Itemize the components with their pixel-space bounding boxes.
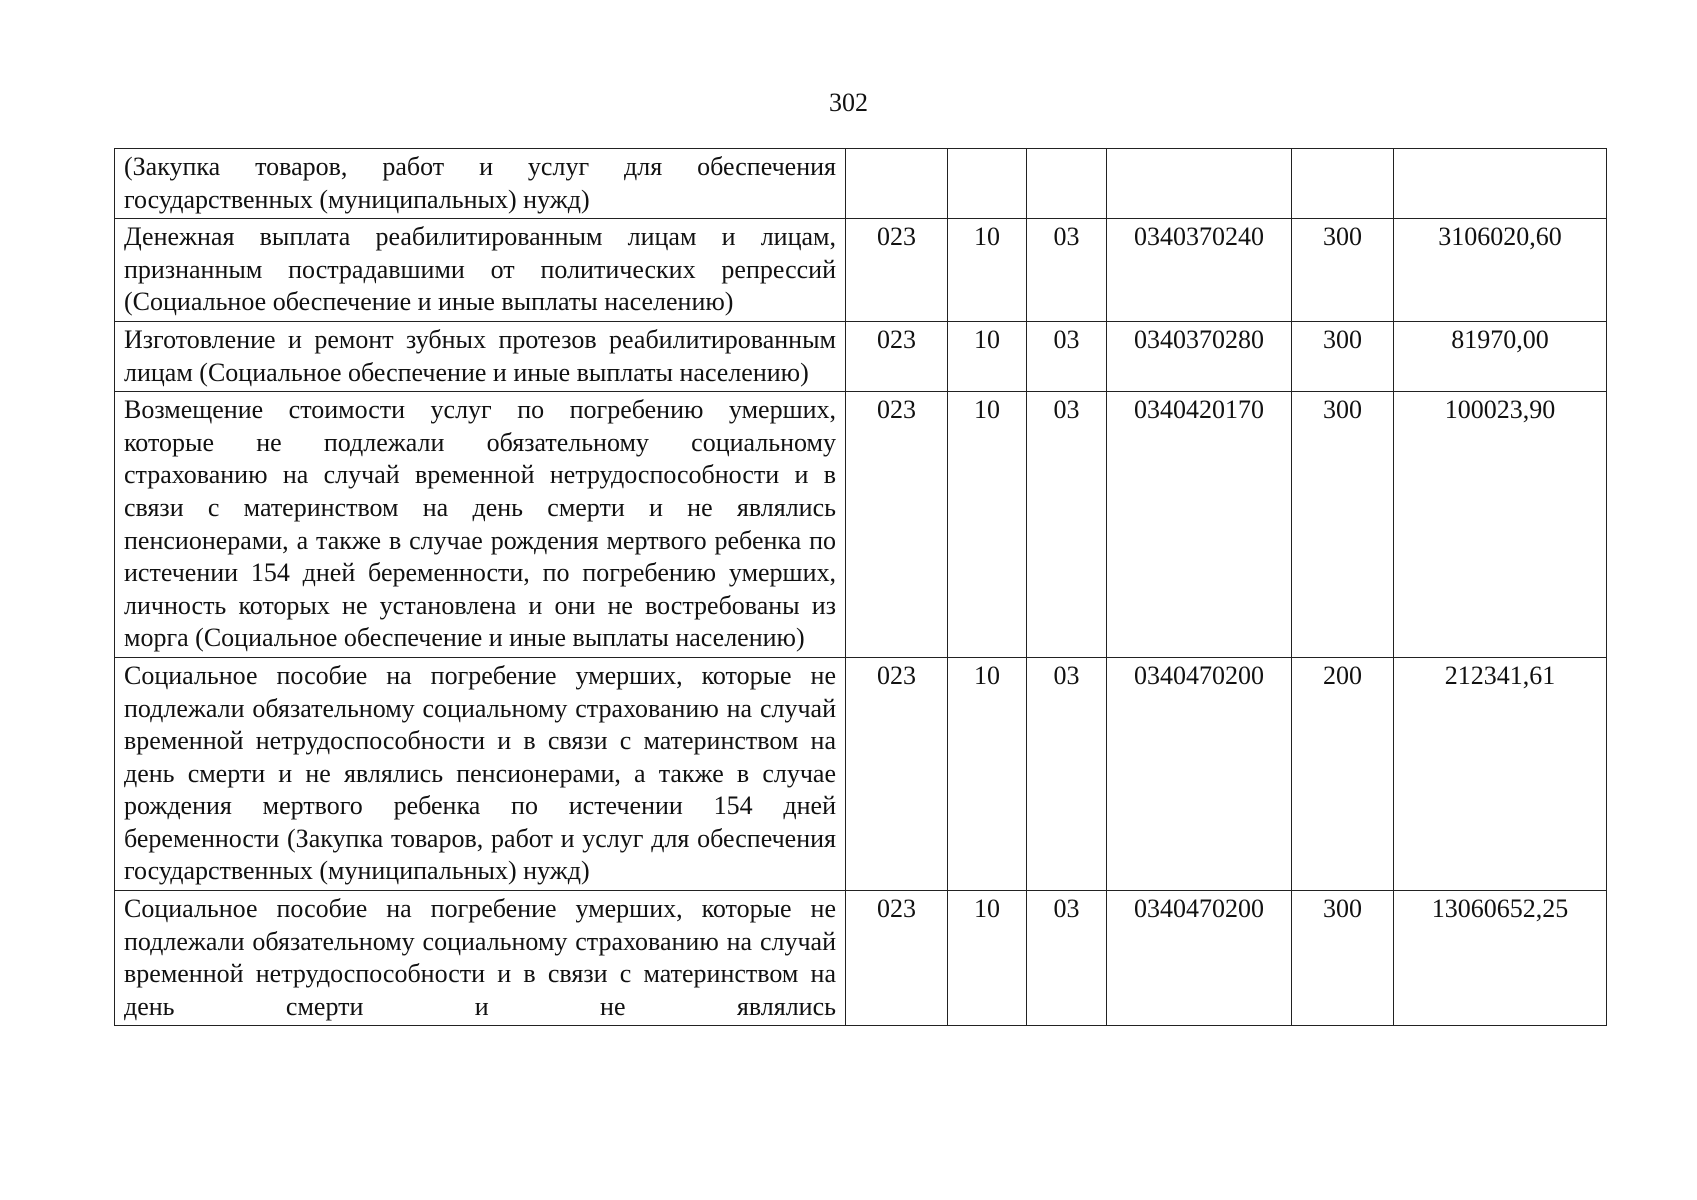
table-row (115, 392, 1607, 658)
budget-table (114, 148, 1607, 1026)
row-description: Социальное пособие на погребение умерших, которые не подлежали обязательному социальному страхованию на случай временной нетрудоспособности и в связи с материнством на день смерти и не являлись (115, 891, 846, 1026)
table-row (115, 657, 1607, 890)
row-description: Возмещение стоимости услуг по погребению умерших, которые не подлежали обязательному социальному страхованию на случай временной нетрудоспособности и в связи с материнством на день смерти и не являлись пенсионерами, а также в случае рождения мертвого ребенка по истечении 154 дней беременности, по погребению умерших, личность которых не установлена и они не востребованы из морга (Социальное обеспечение и иные выплаты населению) (115, 392, 846, 658)
row-target-article-code: 0340370280 (1107, 321, 1292, 391)
row-section-code: 10 (948, 657, 1027, 890)
row-subsection-code: 03 (1027, 891, 1107, 1026)
row-description: Социальное пособие на погребение умерших, которые не подлежали обязательному социальному страхованию на случай временной нетрудоспособности и в связи с материнством на день смерти и не являлись пенсионерами, а также в случае рождения мертвого ребенка по истечении 154 дней беременности (Закупка товаров, работ и услуг для обеспечения государственных (муниципальных) нужд) (115, 657, 846, 890)
row-target-article-code: 0340420170 (1107, 392, 1292, 658)
row-description: Денежная выплата реабилитированным лицам и лицам, признанным пострадавшими от политических репрессий (Социальное обеспечение и иные выплаты населению) (115, 219, 846, 322)
row-description: (Закупка товаров, работ и услуг для обеспечения государственных (муниципальных) нужд) (115, 149, 846, 219)
row-sum: 3106020,60 (1394, 219, 1607, 322)
row-section-code: 10 (948, 891, 1027, 1026)
row-expense-type-code: 300 (1292, 891, 1394, 1026)
row-description: Изготовление и ремонт зубных протезов реабилитированным лицам (Социальное обеспечение и иные выплаты населению) (115, 321, 846, 391)
row-section-code: 10 (948, 219, 1027, 322)
table-row (115, 321, 1607, 391)
row-sum (1394, 149, 1607, 219)
row-target-article-code: 0340470200 (1107, 891, 1292, 1026)
row-expense-type-code (1292, 149, 1394, 219)
row-target-article-code: 0340370240 (1107, 219, 1292, 322)
row-sum: 13060652,25 (1394, 891, 1607, 1026)
page-number: 302 (829, 88, 868, 117)
row-target-article-code: 0340470200 (1107, 657, 1292, 890)
row-expense-type-code: 200 (1292, 657, 1394, 890)
row-expense-type-code: 300 (1292, 321, 1394, 391)
row-section-code: 10 (948, 392, 1027, 658)
row-grbs-code: 023 (846, 219, 948, 322)
table-row (115, 891, 1607, 1026)
row-sum: 212341,61 (1394, 657, 1607, 890)
row-grbs-code: 023 (846, 657, 948, 890)
table-row (115, 149, 1607, 219)
row-subsection-code: 03 (1027, 321, 1107, 391)
row-subsection-code (1027, 149, 1107, 219)
row-target-article-code (1107, 149, 1292, 219)
row-section-code (948, 149, 1027, 219)
row-subsection-code: 03 (1027, 219, 1107, 322)
row-section-code: 10 (948, 321, 1027, 391)
row-grbs-code: 023 (846, 392, 948, 658)
row-grbs-code: 023 (846, 321, 948, 391)
row-sum: 100023,90 (1394, 392, 1607, 658)
row-grbs-code (846, 149, 948, 219)
table-row (115, 219, 1607, 322)
row-subsection-code: 03 (1027, 657, 1107, 890)
row-expense-type-code: 300 (1292, 219, 1394, 322)
row-subsection-code: 03 (1027, 392, 1107, 658)
row-expense-type-code: 300 (1292, 392, 1394, 658)
row-grbs-code: 023 (846, 891, 948, 1026)
row-sum: 81970,00 (1394, 321, 1607, 391)
